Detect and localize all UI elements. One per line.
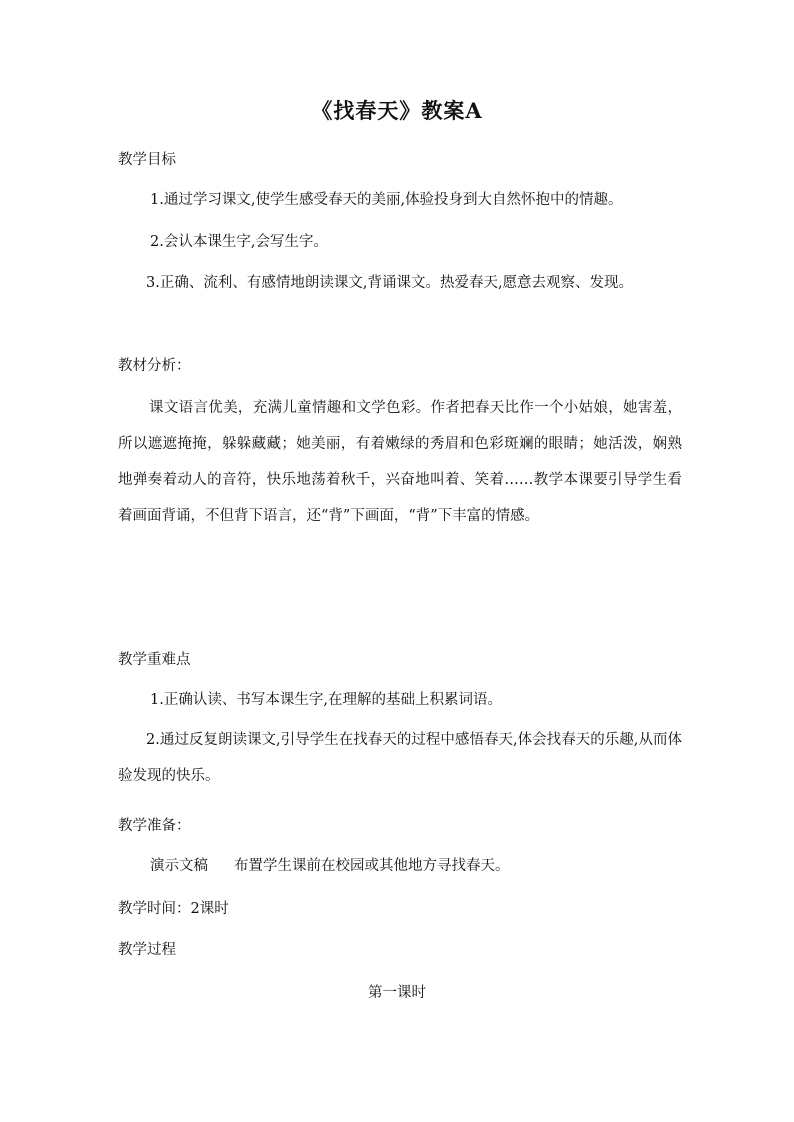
objectives-heading: 教学目标	[118, 152, 176, 168]
preparation-line	[150, 856, 510, 876]
first-lesson-heading: 第一课时	[368, 985, 426, 1001]
document-title: 《找春天》教案A	[311, 98, 483, 123]
teaching-time: 教学时间：2课时	[118, 901, 229, 917]
key-point-item-1: 1.正确认读、书写本课生字,在理解的基础上积累词语。	[150, 692, 502, 708]
key-point-item-2: 2.通过反复朗读课文,引导学生在找春天的过程中感悟春天,体会找春天的乐趣,从而体验发现的快乐。	[118, 732, 682, 784]
analysis-heading: 教材分析：	[118, 358, 191, 374]
objective-item-2: 2.会认本课生字,会写生字。	[150, 234, 328, 250]
analysis-paragraph: 课文语言优美，充满儿童情趣和文学色彩。作者把春天比作一个小姑娘，她害羞，所以遮遮掩掩，躲躲藏藏；她美丽，有着嫩绿的秀眉和色彩斑斓的眼睛；她活泼，娴熟地弹奏着动人的音符，快乐地荡着秋千，兴奋地叫着、笑着……教学本课要引导学生看着画面背诵，不但背下语言，还“背”下画面，“背”下丰富的情感。	[118, 400, 682, 524]
key-points-heading: 教学重难点	[118, 652, 191, 668]
objective-item-1: 1.通过学习课文,使学生感受春天的美丽,体验投身到大自然怀抱中的情趣。	[150, 192, 623, 208]
preparation-item-slides: 演示文稿	[150, 858, 208, 874]
preparation-heading: 教学准备：	[118, 818, 191, 834]
objective-item-3: 3.正确、流利、有感情地朗读课文,背诵课文。热爱春天,愿意去观察、发现。	[146, 275, 634, 291]
process-heading: 教学过程	[118, 942, 176, 958]
preparation-item-task: 布置学生课前在校园或其他地方寻找春天。	[234, 858, 510, 874]
